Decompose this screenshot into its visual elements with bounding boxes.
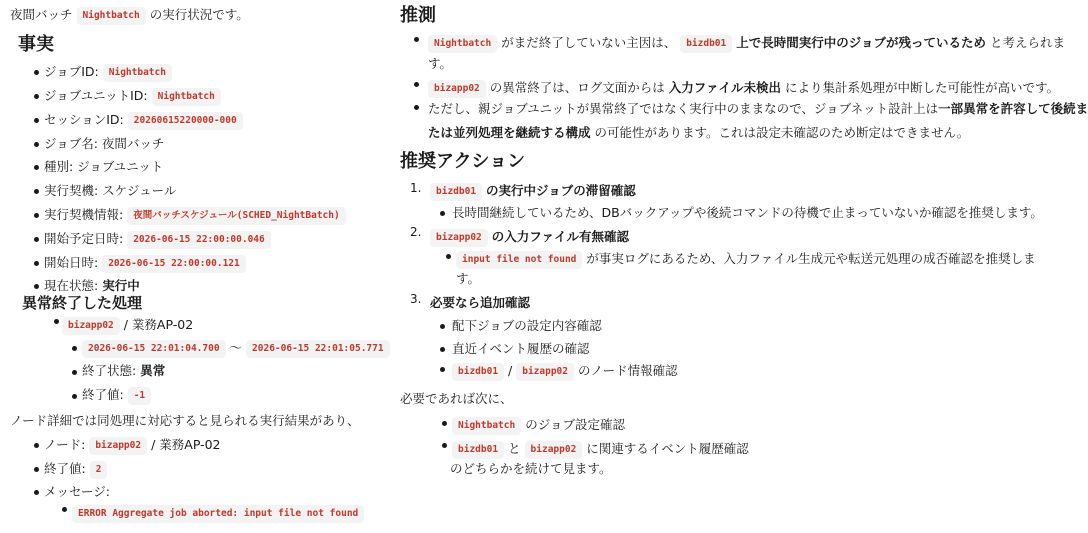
guess-p3-cont: たは並列処理を継続する構成 の可能性があります。これは設定未確認のため断定はできません。 [428,125,970,140]
bullet [414,82,419,87]
intro-code: Nightbatch [77,7,146,25]
bullet [440,367,445,372]
bullet [34,118,39,123]
intro-line: 夜間バッチ Nightbatch の実行状況です。 [10,6,249,25]
fact-jobid: ジョブID: Nightbatch [44,63,172,82]
abnormal-times: 2026-06-15 22:01:04.700 〜 2026-06-15 22:01:05.771 [82,339,390,358]
bullet [34,142,39,147]
fact-state: 現在状態: 実行中 [44,278,140,293]
facts-heading: 事実 [18,34,54,55]
fact-planned: 開始予定日時: 2026-06-15 22:00:00.046 [44,230,271,249]
abnormal-node: bizapp02 / 業務AP-02 [62,316,193,335]
bullet [440,324,445,329]
bullet [54,319,59,324]
bullet [34,237,39,242]
bullet [72,346,77,351]
fact-kind: 種別: ジョブユニット [44,159,164,174]
guess-p3: ただし、親ジョブユニットが異常終了ではなく実行中のままなので、ジョブネット設計上は一部異常を許容して後続ま [428,101,1088,116]
bullet [34,70,39,75]
action-3-sub-3: bizdb01 / bizapp02 のノード情報確認 [452,362,678,381]
action-3-title: 必要なら追加確認 [430,295,531,310]
action-3-sub-1: 配下ジョブの設定内容確認 [452,318,602,333]
action-1-title: bizdb01 の実行中ジョブの滞留確認 [430,182,636,201]
bullet [414,105,419,110]
bullet [442,421,447,426]
node-detail-msg-label: メッセージ: [44,484,110,499]
bullet [414,37,419,42]
action-3-sub-2: 直近イベント履歴の確認 [452,341,590,356]
abnormal-heading: 異常終了した処理 [22,294,143,312]
action-number-1: 1. [410,181,422,195]
bullet [34,165,39,170]
bullet [34,94,39,99]
guess-heading: 推測 [400,5,436,26]
actions-heading: 推奨アクション [400,151,526,172]
node-detail-msg: ERROR Aggregate job aborted: input file not found [72,504,364,523]
bullet [440,347,445,352]
action-2-sub-cont: す。 [456,271,481,286]
next-item-1: Nightbatch のジョブ設定確認 [452,416,625,435]
action-2-sub: input file not found が事実ログにあるため、入力ファイル生成元や転送元処理の成否確認を推奨しま [456,250,1036,269]
bullet [34,213,39,218]
bullet [34,490,39,495]
next-intro: 必要であれば次に、 [400,391,513,406]
bullet [34,467,39,472]
node-detail-node: ノード: bizapp02 / 業務AP-02 [44,436,221,455]
action-number-2: 2. [410,225,422,239]
action-2-title: bizapp02 の入力ファイル有無確認 [430,228,629,247]
bullet [62,507,67,512]
node-detail-intro: ノード詳細では同処理に対応すると見られる実行結果があり、 [10,413,360,428]
bullet [72,394,77,399]
fact-jobname: ジョブ名: 夜間バッチ [44,136,165,151]
fact-trigger: 実行契機: スケジュール [44,183,177,198]
bullet [34,284,39,289]
next-tail: のどちらかを続けて見ます。 [450,461,612,476]
bullet [442,443,447,448]
bullet [34,189,39,194]
guess-p1-cont: す。 [428,56,453,71]
node-detail-end: 終了値: 2 [44,460,107,479]
action-number-3: 3. [410,292,422,306]
guess-p1: Nightbatch がまだ終了していない主因は、 bizdb01 上で長時間実行中のジョブが残っているため と考えられま [428,34,1065,53]
fact-unitid: ジョブユニットID: Nightbatch [44,87,221,106]
guess-p2: bizapp02 の異常終了は、ログ文面からは 入力ファイル未検出 により集計系処理が中断した可能性が高いです。 [428,79,1059,98]
fact-trigger-info: 実行契機情報: 夜間バッチスケジュール(SCHED_NightBatch) [44,206,346,225]
abnormal-end-state: 終了状態: 異常 [82,363,166,378]
abnormal-end-value: 終了値: -1 [82,386,151,405]
bullet [446,254,451,259]
fact-session: セッションID: 20260615220000-000 [44,111,243,130]
bullet [34,261,39,266]
fact-start: 開始日時: 2026-06-15 22:00:00.121 [44,254,246,273]
next-item-2: bizdb01 と bizapp02 に関連するイベント履歴確認 [452,440,749,459]
bullet [440,211,445,216]
bullet [34,443,39,448]
action-1-sub: 長時間継続しているため、DBバックアップや後続コマンドの待機で止まっていないか確認を推奨します。 [452,205,1043,220]
bullet [72,370,77,375]
